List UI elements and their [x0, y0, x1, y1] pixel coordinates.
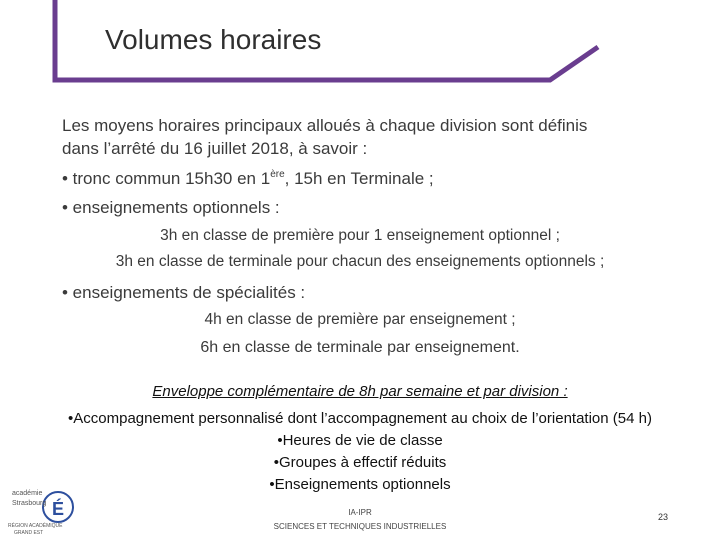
logo-line-4: GRAND EST [14, 530, 44, 536]
page-number: 23 [658, 512, 669, 522]
specialites-line-2: 6h en classe de terminale par enseignement. [200, 339, 520, 356]
options-line-2: 3h en classe de terminale pour chacun des enseignements optionnels ; [115, 253, 605, 270]
specialites-heading: • enseignements de spécialités : [62, 283, 306, 302]
enveloppe-item: •Accompagnement personnalisé dont l’accompagnement au choix de l’orientation (54 h) [68, 410, 652, 427]
intro-line-1: Les moyens horaires principaux alloués à chaque division sont définis [62, 116, 588, 135]
footer-line-2: SCIENCES ET TECHNIQUES INDUSTRIELLES [273, 522, 447, 531]
enveloppe-item: •Heures de vie de classe [277, 432, 443, 449]
footer-line-1: IA-IPR [348, 508, 372, 517]
options-line-1: 3h en classe de première pour 1 enseignement optionnel ; [160, 227, 560, 244]
enveloppe-item: •Enseignements optionnels [269, 476, 451, 493]
svg-text:É: É [52, 499, 65, 519]
enveloppe-item: •Groupes à effectif réduits [273, 454, 447, 471]
logo-line-2: Strasbourg [12, 500, 47, 507]
page-title: Volumes horaires [105, 24, 322, 55]
tronc-suffix: , 15h en Terminale ; [284, 169, 434, 188]
enveloppe-title: Enveloppe complémentaire de 8h par semaine et par division : [152, 383, 568, 400]
tronc-prefix: • tronc commun 15h30 en 1 [62, 169, 271, 188]
specialites-line-1: 4h en classe de première par enseignement ; [204, 311, 516, 328]
tronc-sup: ère [270, 169, 285, 180]
tronc-commun-item [62, 169, 434, 189]
logo-line-1: académie [12, 490, 43, 497]
options-heading: • enseignements optionnels : [62, 198, 280, 217]
intro-line-2: dans l’arrêté du 16 juillet 2018, à savoir : [62, 139, 368, 158]
logo-line-3: RÉGION ACADÉMIQUE [8, 523, 63, 529]
